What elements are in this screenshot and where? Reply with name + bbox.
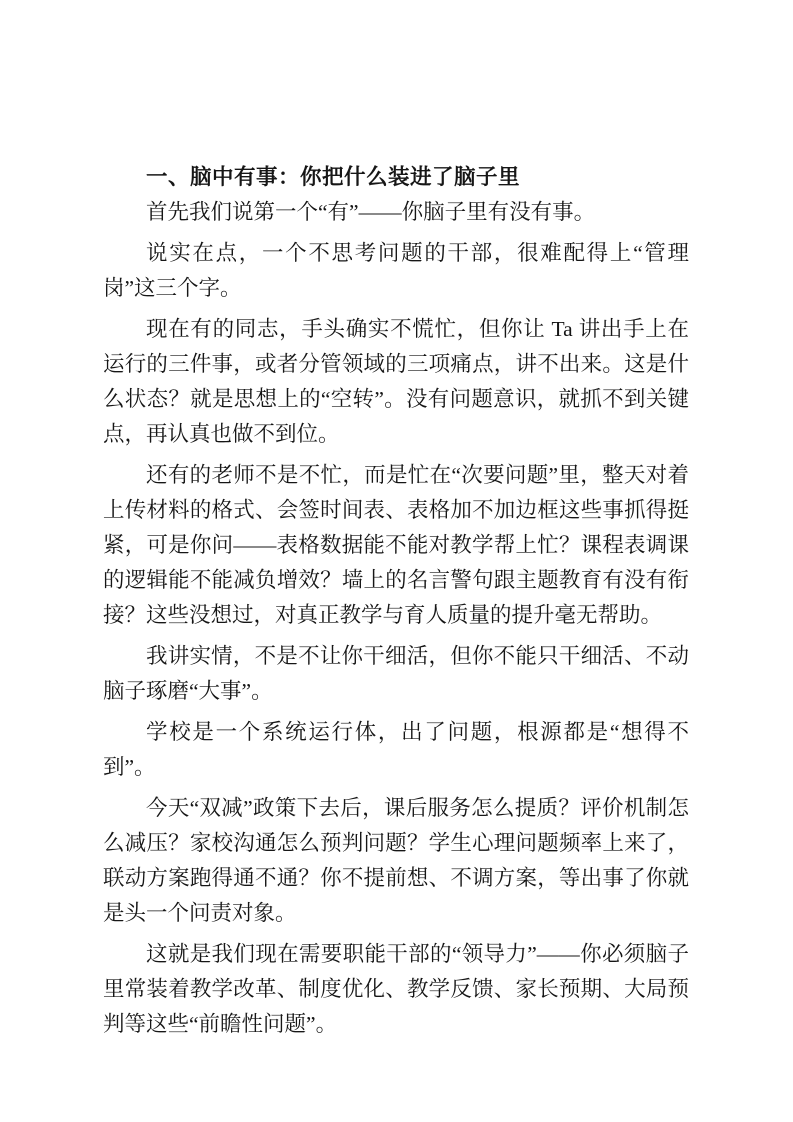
- paragraph: 我讲实情，不是不让你干细活，但你不能只干细活、不动脑子琢磨“大事”。: [103, 644, 689, 703]
- paragraph: 学校是一个系统运行体，出了问题，根源都是“想得不到”。: [103, 720, 689, 779]
- paragraph: 说实在点，一个不思考问题的干部，很难配得上“管理岗”这三个字。: [103, 241, 689, 300]
- paragraph: 首先我们说第一个“有”——你脑子里有没有事。: [146, 200, 596, 224]
- paragraph: 今天“双减”政策下去后，课后服务怎么提质？评价机制怎么减压？家校沟通怎么预判问题？学生心理问题频率上来了，联动方案跑得通不通？你不提前想、不调方案，等出事了你就是头一个问责对象。: [103, 796, 689, 925]
- section-heading: 一、脑中有事：你把什么装进了脑子里: [146, 165, 521, 189]
- paragraph: 还有的老师不是不忙，而是忙在“次要问题”里，整天对着上传材料的格式、会签时间表、表格加不加边框这些事抓得挺紧，可是你问——表格数据能不能对教学帮上忙？课程表调课的逻辑能不能减负增效？墙上的名言警句跟主题教育有没有衔接？这些没想过，对真正教学与育人质量的提升毫无帮助。: [103, 463, 689, 627]
- paragraph: 现在有的同志，手头确实不慌忙，但你让 Ta 讲出手上在运行的三件事，或者分管领域的三项痛点，讲不出来。这是什么状态？就是思想上的“空转”。没有问题意识，就抓不到关键点，再认真也做不到位。: [103, 317, 689, 446]
- paragraph: 这就是我们现在需要职能干部的“领导力”——你必须脑子里常装着教学改革、制度优化、教学反馈、家长预期、大局预判等这些“前瞻性问题”。: [103, 942, 689, 1036]
